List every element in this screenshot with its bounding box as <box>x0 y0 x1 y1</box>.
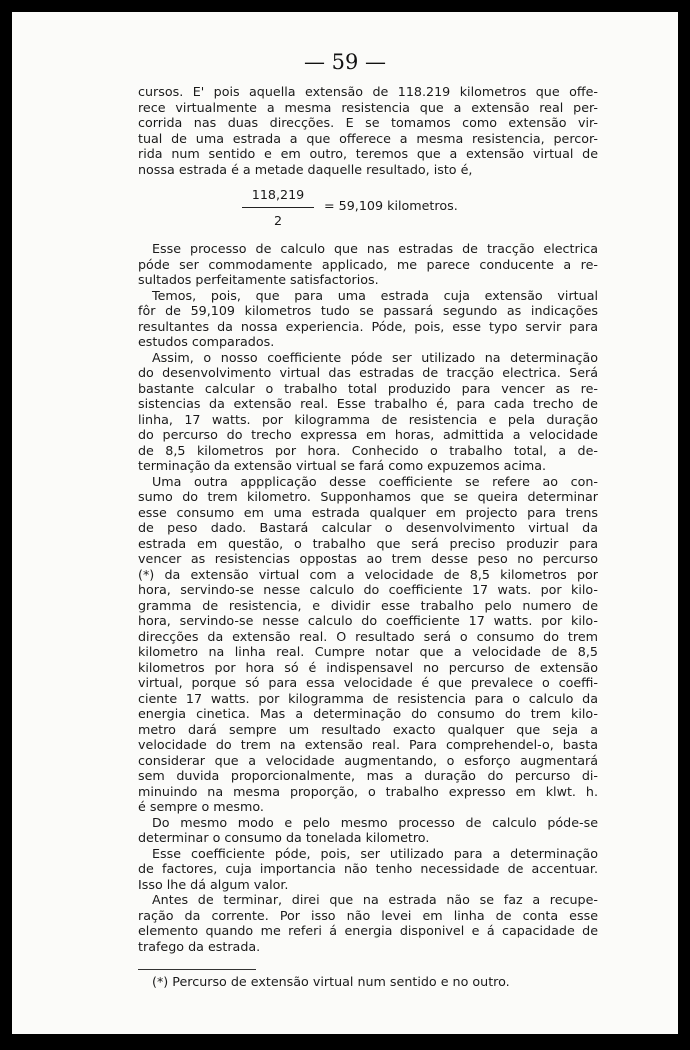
footnote: (*) Percurso de extensão virtual num sentido e no outro. <box>152 974 510 989</box>
body-text <box>138 84 598 954</box>
text-line: linha, 17 watts. por kilogramma de resistencia e pela duração <box>138 411 598 427</box>
formula-denominator: 2 <box>273 213 283 228</box>
text-line: hora, servindo-se nesse calculo do coefficiente 17 wats. por kilo- <box>138 582 598 597</box>
text-line: cursos. E' pois aquella extensão de 118.219 kilometros que offe- <box>138 84 598 99</box>
text-line: energia cinetica. Mas a determinação do consumo do trem kilo- <box>138 706 598 721</box>
text-line: ração da corrente. Por isso não levei em linha de conta esse <box>138 907 598 923</box>
text-line: do percurso do trecho expressa em horas, admittida a velocidade <box>138 427 598 442</box>
paragraph-8 <box>138 892 598 954</box>
text-line: elemento quando me referi á energia disponivel e á capacidade de <box>138 923 598 938</box>
text-line: nossa estrada é a metade daquelle resultado, isto é, <box>138 161 473 177</box>
text-line: sistencias da extensão real. Esse trabalho é, para cada trecho de <box>138 396 598 411</box>
fraction-bar <box>242 207 314 208</box>
text-line: Do mesmo modo e pelo mesmo processo de calculo póde-se <box>152 814 598 830</box>
text-line: metro dará sempre um resultado exacto qualquer que seja a <box>138 721 598 737</box>
text-line: trafego da estrada. <box>138 938 261 954</box>
text-line: Esse coefficiente póde, pois, ser utilizado para a determinação <box>152 845 598 861</box>
text-line: tual de uma estrada a que offerece a mesma resistencia, percor- <box>138 130 598 146</box>
text-line: Antes de terminar, direi que na estrada não se faz a recupe- <box>152 892 598 907</box>
text-line: kilometro na linha real. Cumpre notar que a velocidade de 8,5 <box>138 644 598 659</box>
text-line: de peso dado. Bastará calcular o desenvolvimento virtual da <box>138 520 598 535</box>
text-line: de 8,5 kilometros por hora. Conhecido o trabalho total, a de- <box>138 442 598 458</box>
text-line: Esse processo de calculo que nas estradas de tracção electrica <box>152 241 598 256</box>
formula-result: = 59,109 kilometros. <box>324 198 458 213</box>
text-line: velocidade do trem na extensão real. Para comprehendel-o, basta <box>138 737 598 752</box>
text-line: estrada em questão, o trabalho que será preciso produzir para <box>138 535 598 551</box>
text-line: minuindo na mesma proporção, o trabalho expresso em klwt. h. <box>138 783 598 799</box>
text-line: bastante calcular o trabalho total produzido para vencer as re- <box>138 380 598 396</box>
paragraph-4 <box>138 350 598 474</box>
text-line: rida num sentido e em outro, teremos que a extensão virtual de <box>138 146 598 161</box>
text-line: (*) da extensão virtual com a velocidade de 8,5 kilometros por <box>138 566 598 582</box>
paragraph-5 <box>138 474 598 815</box>
text-line: póde ser commodamente applicado, me parece conducente a re- <box>138 256 598 272</box>
text-line: Uma outra appplicação desse coefficiente se refere ao con- <box>152 473 598 489</box>
text-line: direcções da extensão real. O resultado será o consumo do trem <box>138 628 598 644</box>
text-line: resultantes da nossa experiencia. Póde, pois, esse typo servir para <box>138 318 598 334</box>
page <box>12 12 678 1034</box>
text-line: determinar o consumo da tonelada kilometro. <box>138 830 430 845</box>
text-line: rece virtualmente a mesma resistencia que a extensão real per- <box>138 99 598 115</box>
text-line: virtual, porque só para essa velocidade é que prevalece o coeffi- <box>138 675 598 690</box>
paragraph-6 <box>138 815 598 846</box>
paragraph-3 <box>138 288 598 350</box>
text-line: ciente 17 watts. por kilogramma de resistencia para o calculo da <box>138 690 598 706</box>
text-line: de factores, cuja importancia não tenho necessidade de accentuar. <box>138 861 598 876</box>
text-line: sem duvida proporcionalmente, mas a duração do percurso di- <box>138 768 598 783</box>
paragraph-1 <box>138 84 598 177</box>
text-line: Isso lhe dá algum valor. <box>138 876 289 892</box>
text-line: Assim, o nosso coefficiente póde ser utilizado na determinação <box>152 349 598 365</box>
text-line: kilometros por hora só é indispensavel no percurso de extensão <box>138 659 598 675</box>
paragraph-2 <box>138 241 598 288</box>
text-line: corrida nas duas direcções. E se tomamos como extensão vir- <box>138 115 598 130</box>
text-line: esse consumo em uma estrada qualquer em projecto para trens <box>138 504 598 520</box>
footnote-rule <box>138 969 256 970</box>
formula <box>138 183 598 235</box>
text-line: do desenvolvimento virtual das estradas de tracção electrica. Será <box>138 365 598 380</box>
text-line: Temos, pois, que para uma estrada cuja extensão virtual <box>152 287 598 303</box>
text-line: gramma de resistencia, e dividir esse trabalho pelo numero de <box>138 597 598 613</box>
text-line: considerar que a velocidade augmentando, o esforço augmentará <box>138 752 598 768</box>
text-line: hora, servindo-se nesse calculo do coefficiente 17 watts. por kilo- <box>138 613 598 628</box>
text-line: sultados perfeitamente satisfactorios. <box>138 272 379 287</box>
text-line: é sempre o mesmo. <box>138 799 264 814</box>
formula-numerator: 118,219 <box>251 187 305 202</box>
text-line: estudos comparados. <box>138 334 275 349</box>
text-line: fôr de 59,109 kilometros tudo se passará segundo as indicações <box>138 303 598 318</box>
text-line: terminação da extensão virtual se fará como expuzemos acima. <box>138 458 547 473</box>
text-line: vencer as resistencias oppostas ao trem desse peso no percurso <box>138 551 598 566</box>
page-number: — 59 — <box>303 50 387 74</box>
text-line: sumo do trem kilometro. Supponhamos que se queira determinar <box>138 489 598 504</box>
paragraph-7 <box>138 846 598 893</box>
